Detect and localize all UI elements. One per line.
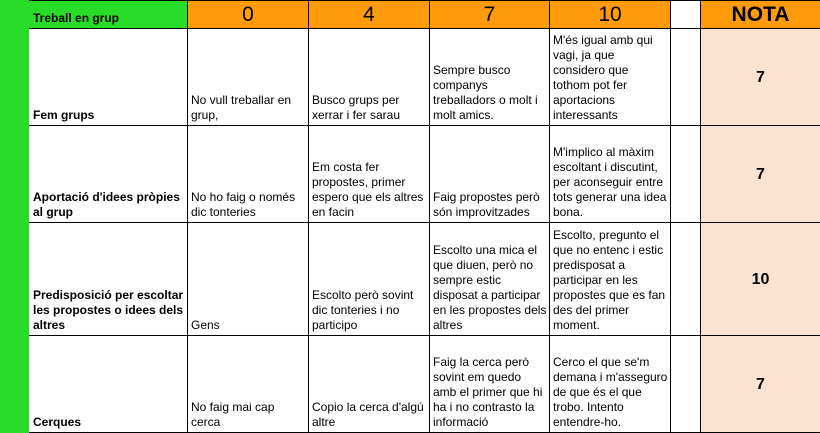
criterion-label: Cerques: [29, 336, 188, 433]
green-stripe: [1, 336, 29, 433]
level-cell: Copio la cerca d'algú altre: [309, 336, 430, 433]
rubric-row: [1, 29, 820, 126]
green-stripe: [1, 223, 29, 336]
score-header-4: 4: [309, 1, 430, 29]
criterion-label: Predisposició per escoltar les propostes o idees dels altres: [29, 223, 188, 336]
level-cell: Gens: [188, 223, 309, 336]
green-stripe: [1, 126, 29, 223]
spacer-cell: [671, 223, 701, 336]
level-cell: No faig mai cap cerca: [188, 336, 309, 433]
spacer-cell: [671, 336, 701, 433]
level-cell: Sempre busco companys treballadors o molt i molt amics.: [430, 29, 550, 126]
green-stripe: [1, 1, 29, 29]
level-cell: Escolto una mica el que diuen, però no sempre estic disposat a participar en les propostes dels altres: [430, 223, 550, 336]
level-cell: Em costa fer propostes, primer espero que els altres en facin: [309, 126, 430, 223]
rubric-title: Treball en grup: [29, 1, 188, 29]
level-cell: Faig la cerca però sovint em quedo amb el primer que hi ha i no contrasto la informació: [430, 336, 550, 433]
score-header-10: 10: [550, 1, 671, 29]
rubric-row: [1, 336, 820, 433]
level-cell: Escolto, pregunto el que no entenc i estic predisposat a participar en les propostes que es fan des del primer moment.: [550, 223, 671, 336]
nota-value[interactable]: 7: [701, 29, 820, 126]
level-cell: Escolto però sovint dic tonteries i no participo: [309, 223, 430, 336]
score-header-7: 7: [430, 1, 550, 29]
level-cell: Cerco el que se'm demana i m'asseguro de que és el que trobo. Intento entendre-ho.: [550, 336, 671, 433]
level-cell: Busco grups per xerrar i fer sarau: [309, 29, 430, 126]
nota-header: NOTA: [701, 1, 820, 29]
level-cell: No ho faig o només dic tonteries: [188, 126, 309, 223]
spacer-cell: [671, 1, 701, 29]
spacer-cell: [671, 29, 701, 126]
nota-value[interactable]: 10: [701, 223, 820, 336]
criterion-label: Fem grups: [29, 29, 188, 126]
level-cell: M'implico al màxim escoltant i discutint, per aconseguir entre tots generar una idea bona.: [550, 126, 671, 223]
score-header-0: 0: [188, 1, 309, 29]
level-cell: M'és igual amb qui vagi, ja que considero que tothom pot fer aportacions interessants: [550, 29, 671, 126]
criterion-label: Aportació d'idees pròpies al grup: [29, 126, 188, 223]
level-cell: Faig propostes però són improvitzades: [430, 126, 550, 223]
rubric-row: [1, 223, 820, 336]
level-cell: No vull treballar en grup,: [188, 29, 309, 126]
rubric-row: [1, 126, 820, 223]
header-row: [1, 1, 820, 29]
green-stripe: [1, 29, 29, 126]
nota-value[interactable]: 7: [701, 126, 820, 223]
spacer-cell: [671, 126, 701, 223]
nota-value[interactable]: 7: [701, 336, 820, 433]
